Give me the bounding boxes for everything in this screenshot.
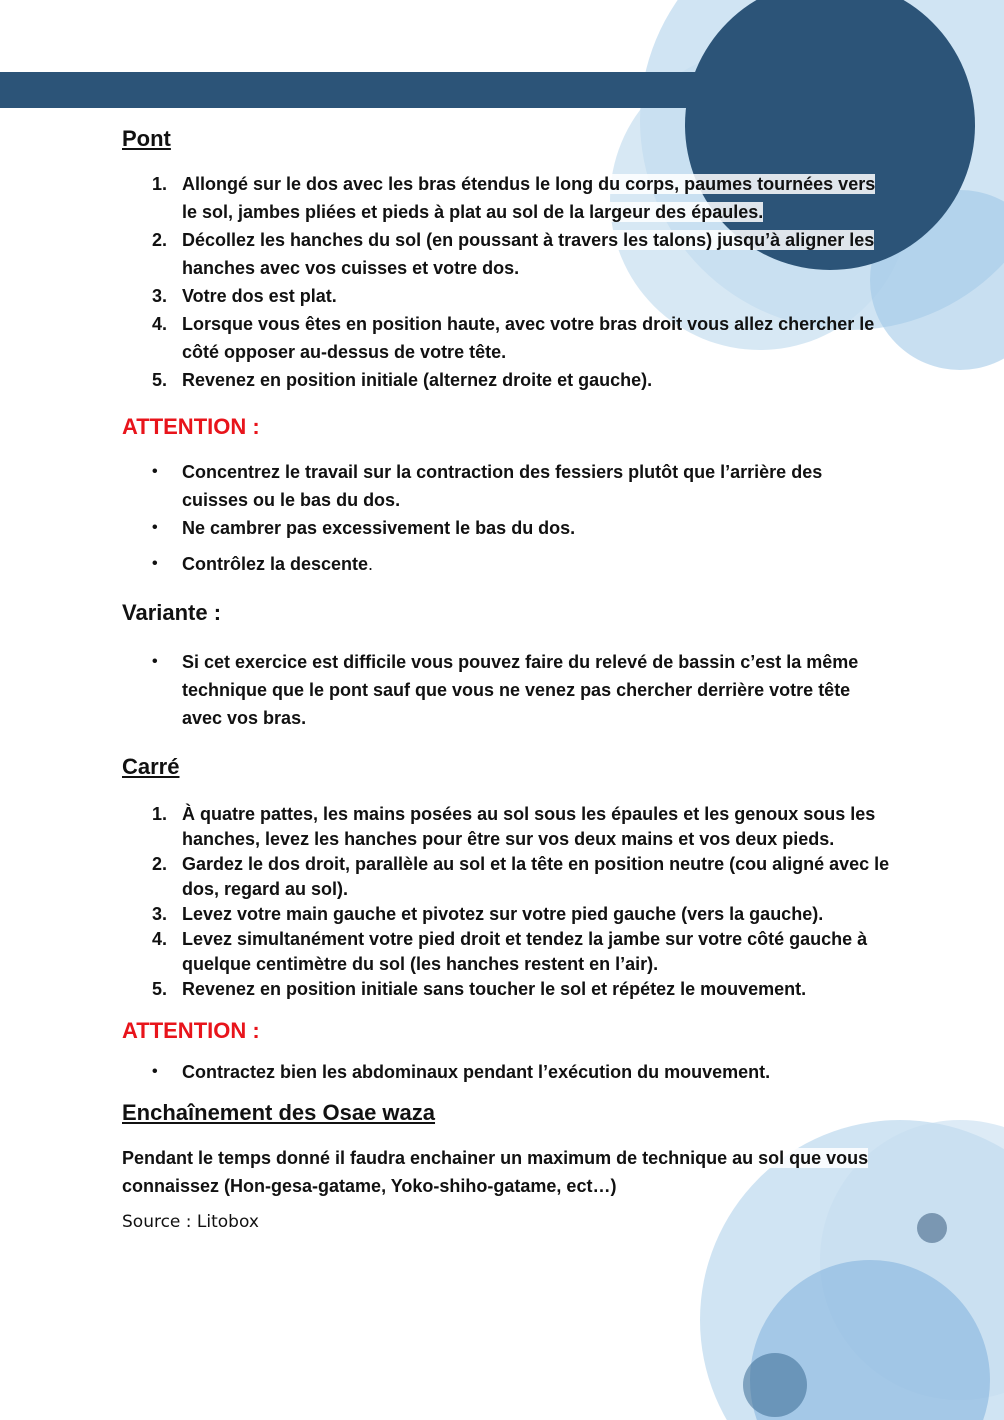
list-item	[122, 550, 892, 578]
variante-heading: Variante :	[122, 600, 222, 625]
step-number: 2.	[152, 230, 168, 250]
bullet-suffix: .	[368, 554, 374, 574]
list-item	[122, 977, 892, 1002]
list-item	[122, 514, 892, 542]
list-item	[122, 802, 892, 852]
step-number: 4.	[152, 314, 168, 334]
list-item	[122, 927, 892, 977]
step-number: 1.	[152, 804, 168, 824]
bullet-text: Contractez bien les abdominaux pendant l’exécution du mouvement.	[182, 1062, 771, 1082]
bullet-text: Ne cambrer pas excessivement le bas du dos.	[182, 518, 576, 538]
step-number: 5.	[152, 979, 168, 999]
attention-heading: ATTENTION :	[122, 1018, 260, 1043]
variante-list	[122, 648, 892, 732]
step-text: À quatre pattes, les mains posées au sol sous les épaules et les genoux sous les hanches, levez les hanches pour être sur vos deux mains et vos deux pieds.	[182, 804, 876, 849]
attention-list	[122, 458, 892, 578]
bullet-icon: •	[152, 653, 158, 670]
step-text: Allongé sur le dos avec les bras étendus le long du corps, paumes tournées vers le sol, jambes pliées et pieds à plat au sol de la largeur des épaules.	[182, 174, 876, 222]
attention-list	[122, 1058, 892, 1086]
source-note: Source : Litobox	[122, 1212, 259, 1232]
pont-steps	[122, 170, 892, 394]
bullet-icon: •	[152, 463, 158, 480]
carre-steps	[122, 802, 892, 1002]
step-number: 3.	[152, 286, 168, 306]
list-item	[122, 170, 892, 226]
list-item	[122, 1058, 892, 1086]
bullet-text: Contrôlez la descente	[182, 554, 369, 574]
bullet-text: Concentrez le travail sur la contraction des fessiers plutôt que l’arrière des cuisses ou le bas du dos.	[182, 462, 823, 510]
pont-heading: Pont	[122, 126, 171, 151]
list-item	[122, 226, 892, 282]
enchainement-text	[122, 1144, 892, 1200]
list-item	[122, 902, 892, 927]
step-text: Levez votre main gauche et pivotez sur votre pied gauche (vers la gauche).	[182, 904, 824, 924]
carre-heading: Carré	[122, 754, 180, 779]
bullet-icon: •	[152, 519, 158, 536]
attention-heading: ATTENTION :	[122, 414, 260, 439]
list-item	[122, 310, 892, 366]
list-item	[122, 366, 892, 394]
step-text: Lorsque vous êtes en position haute, avec votre bras droit vous allez chercher le côté opposer au-dessus de votre tête.	[182, 314, 875, 362]
step-number: 4.	[152, 929, 168, 949]
step-number: 2.	[152, 854, 168, 874]
step-text: Revenez en position initiale (alternez droite et gauche).	[182, 370, 653, 390]
document-body	[122, 126, 892, 1232]
step-number: 5.	[152, 370, 168, 390]
step-text: Revenez en position initiale sans toucher le sol et répétez le mouvement.	[182, 979, 807, 999]
list-item	[122, 282, 892, 310]
step-text: Gardez le dos droit, parallèle au sol et la tête en position neutre (cou aligné avec le dos, regard au sol).	[182, 854, 890, 899]
step-number: 3.	[152, 904, 168, 924]
bullet-icon: •	[152, 555, 158, 572]
list-item	[122, 648, 892, 732]
bullet-text: Si cet exercice est difficile vous pouvez faire du relevé de bassin c’est la même technique que le pont sauf que vous ne venez pas chercher derrière votre tête avec vos bras.	[182, 652, 859, 728]
list-item	[122, 458, 892, 514]
enchainement-heading: Enchaînement des Osae waza	[122, 1100, 436, 1125]
bullet-icon: •	[152, 1063, 158, 1080]
header-bar	[0, 72, 700, 108]
list-item	[122, 852, 892, 902]
step-text: Décollez les hanches du sol (en poussant à travers les talons) jusqu’à aligner les hanches avec vos cuisses et votre dos.	[182, 230, 875, 278]
step-text: Votre dos est plat.	[182, 286, 337, 306]
enchainement-text-span: Pendant le temps donné il faudra enchainer un maximum de technique au sol que vous connaissez (Hon-gesa-gatame, Yoko-shiho-gatame, ect…)	[122, 1148, 869, 1196]
step-number: 1.	[152, 174, 168, 194]
step-text: Levez simultanément votre pied droit et tendez la jambe sur votre côté gauche à quelque centimètre du sol (les hanches restent en l’air).	[182, 929, 868, 974]
